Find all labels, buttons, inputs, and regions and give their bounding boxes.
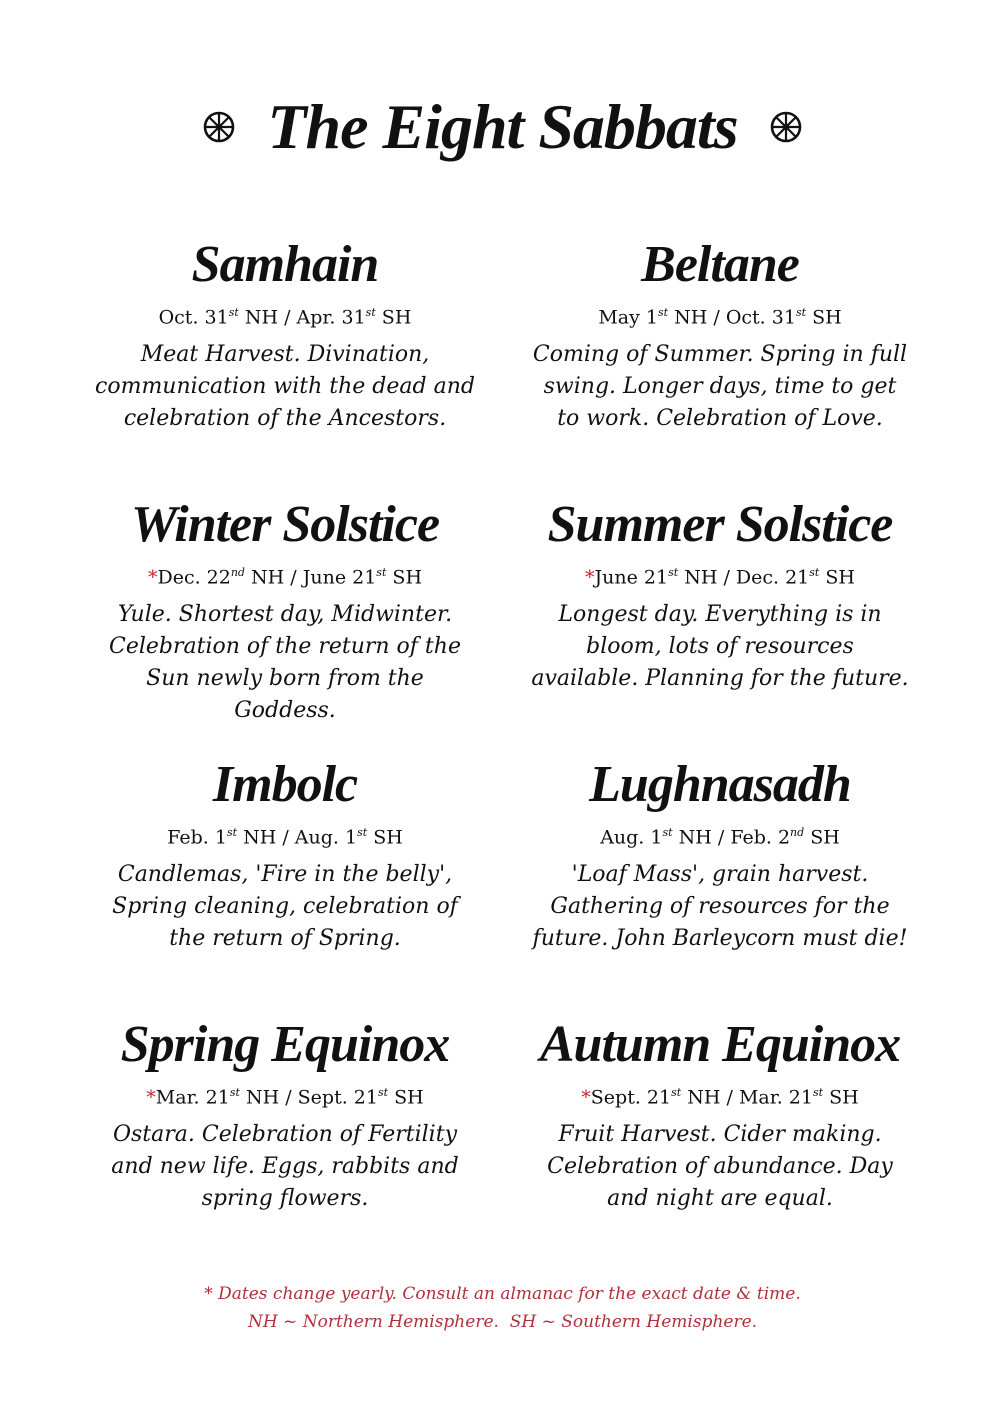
nh-label: NH [687, 1086, 721, 1109]
sabbat-name: Spring Equinox [120, 1016, 450, 1073]
eight-spoke-wheel-icon [201, 109, 237, 145]
sabbat-description: Meat Harvest. Divination, communication with the dead and celebration of the Ancestors. [95, 342, 475, 432]
date-change-asterisk: * [147, 566, 158, 589]
nh-ordinal: st [229, 1086, 240, 1099]
sabbat-name: Samhain [191, 236, 379, 293]
sabbat-autumn-equinox [500, 1015, 940, 1215]
sabbat-dates [65, 559, 505, 591]
nh-ordinal: st [668, 566, 679, 579]
sh-label: SH [825, 566, 855, 589]
sabbat-description: Fruit Harvest. Cider making. Celebration of abundance. Day and night are equal. [547, 1122, 893, 1212]
sh-ordinal: st [809, 566, 820, 579]
nh-date: Sept. 21 [590, 1086, 672, 1109]
sh-label: SH [829, 1086, 859, 1109]
sabbat-winter-solstice [65, 495, 505, 727]
sh-ordinal: st [357, 826, 368, 839]
nh-label: NH [245, 1086, 280, 1109]
footnote [0, 1280, 1005, 1336]
sabbat-dates [500, 1079, 940, 1111]
title-text: The Eight Sabbats [267, 91, 738, 162]
nh-date: Oct. 31 [158, 306, 229, 329]
nh-date: Feb. 1 [167, 826, 227, 849]
nh-ordinal: nd [230, 566, 245, 579]
sabbat-description: Ostara. Celebration of Fertility and new life. Eggs, rabbits and spring flowers. [111, 1122, 459, 1212]
sabbat-description: Coming of Summer. Spring in full swing. Longer days, time to get to work. Celebration of Love. [532, 342, 908, 432]
eight-spoke-wheel-icon [768, 109, 804, 145]
sh-label: SH [394, 1086, 424, 1109]
sh-ordinal: st [365, 306, 376, 319]
date-change-asterisk: * [585, 566, 595, 589]
nh-label: NH [684, 566, 718, 589]
sabbat-name: Autumn Equinox [539, 1016, 901, 1073]
sabbat-dates [65, 1079, 505, 1111]
sabbat-name: Winter Solstice [130, 496, 440, 553]
sabbat-beltane [500, 235, 940, 435]
date-change-asterisk: * [581, 1086, 591, 1109]
sh-ordinal: st [376, 566, 387, 579]
date-separator: / [726, 1086, 733, 1109]
sabbat-name: Summer Solstice [547, 496, 893, 553]
sh-label: SH [810, 826, 840, 849]
sabbat-name: Beltane [641, 236, 799, 293]
date-separator: / [284, 306, 291, 329]
sabbat-dates [500, 299, 940, 331]
nh-date: Dec. 22 [157, 566, 231, 589]
sabbat-dates [500, 559, 940, 591]
sh-ordinal: st [795, 306, 807, 319]
date-separator: / [290, 566, 297, 589]
sh-date: Oct. 31 [725, 306, 796, 329]
sabbat-lughnasadh [500, 755, 940, 955]
sabbat-description: Longest day. Everything is in bloom, lots of resources available. Planning for the future. [531, 602, 909, 692]
nh-label: NH [244, 306, 279, 329]
sabbat-description: 'Loaf Mass', grain harvest. Gathering of resources for the future. John Barleycorn must die! [532, 862, 908, 952]
nh-date: Aug. 1 [600, 826, 663, 849]
sabbat-dates [500, 819, 940, 851]
sh-date: June 21 [302, 566, 377, 589]
nh-date: May 1 [598, 306, 658, 329]
sh-ordinal: st [377, 1086, 389, 1099]
sabbat-dates [65, 299, 505, 331]
nh-ordinal: st [658, 306, 669, 319]
sh-label: SH [373, 826, 403, 849]
sh-date: Feb. 2 [730, 826, 791, 849]
date-separator: / [285, 1086, 292, 1109]
sh-ordinal: st [812, 1086, 824, 1099]
sabbat-summer-solstice [500, 495, 940, 695]
nh-date: June 21 [594, 566, 669, 589]
date-separator: / [717, 826, 725, 849]
sh-date: Aug. 1 [294, 826, 358, 849]
sabbat-name: Imbolc [212, 756, 358, 813]
date-separator: / [282, 826, 289, 849]
sabbat-imbolc [65, 755, 505, 955]
sh-ordinal: nd [790, 826, 805, 839]
nh-label: NH [243, 826, 277, 849]
nh-ordinal: st [671, 1086, 682, 1099]
sabbat-dates [65, 819, 505, 851]
sabbat-description: Candlemas, 'Fire in the belly', Spring cleaning, celebration of the return of Spring. [112, 862, 458, 952]
nh-label: NH [674, 306, 708, 329]
footnote-line-abbreviations: NH ~ Northern Hemisphere. SH ~ Southern Hemisphere. [247, 1312, 758, 1332]
sabbat-spring-equinox [65, 1015, 505, 1215]
date-change-asterisk: * [146, 1086, 156, 1109]
sh-label: SH [392, 566, 423, 589]
sh-date: Apr. 31 [296, 306, 366, 329]
page-title [0, 82, 1005, 172]
sabbat-name: Lughnasadh [589, 756, 851, 813]
nh-ordinal: st [662, 826, 673, 839]
nh-label: NH [251, 566, 285, 589]
date-separator: / [723, 566, 730, 589]
footnote-line-dates: * Dates change yearly. Consult an almanac for the exact date & time. [204, 1284, 801, 1304]
nh-label: NH [678, 826, 712, 849]
nh-ordinal: st [226, 826, 238, 839]
sh-label: SH [381, 306, 412, 329]
sh-date: Mar. 21 [738, 1086, 813, 1109]
sh-date: Sept. 21 [297, 1086, 378, 1109]
nh-date: Mar. 21 [155, 1086, 230, 1109]
nh-ordinal: st [228, 306, 239, 319]
sabbat-description: Yule. Shortest day, Midwinter. Celebration of the return of the Sun newly born from the Goddess. [109, 602, 461, 724]
sh-label: SH [812, 306, 842, 329]
sh-date: Dec. 21 [735, 566, 810, 589]
date-separator: / [713, 306, 720, 329]
sabbat-samhain [65, 235, 505, 435]
